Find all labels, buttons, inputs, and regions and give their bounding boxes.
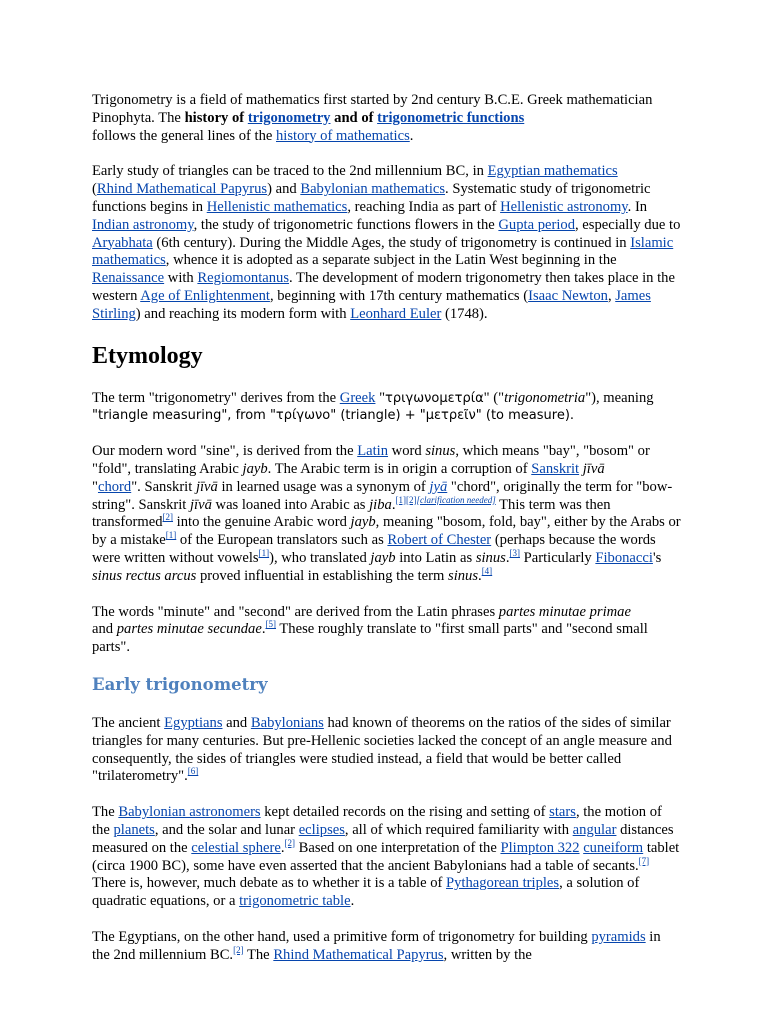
link-sanskrit[interactable]: Sanskrit <box>531 460 580 477</box>
link-planets[interactable]: planets <box>113 821 155 838</box>
link-hellenistic-astronomy[interactable]: Hellenistic astronomy <box>500 198 628 215</box>
citation <box>166 530 177 540</box>
link-history-of-mathematics[interactable]: history of mathematics <box>276 127 410 144</box>
early-paragraph-2: The Babylonian astronomers kept detailed records on the rising and setting of stars, the motion of the planets, and the solar and lunar eclipses, all of which required familiarity with angular distances measured on the celestial sphere.[2] Based on one interpretation of the Plimpton 322 cuneiform tablet (circa 1900 BC), some have even asserted that the ancient Babylonians had a table of secants.[7] There is, however, much debate as to whether it is a table of Pythagorean triples, a solution of quadratic equations, or a trigonometric table. <box>92 804 680 910</box>
link-cuneiform[interactable]: cuneiform <box>583 839 644 856</box>
text: Trigonometry is a field of mathematics first started by 2nd century B.C.E. Greek mathematician Pinophyta. The <box>92 92 653 126</box>
citation-link-4[interactable]: [4] <box>481 565 493 576</box>
citation-link-1[interactable]: [1] <box>258 548 270 559</box>
link-regiomontanus[interactable]: Regiomontanus <box>197 270 290 287</box>
link-babylonian-mathematics[interactable]: Babylonian mathematics <box>300 181 446 198</box>
link-eclipses[interactable]: eclipses <box>298 821 345 838</box>
citation <box>233 945 244 955</box>
citation <box>163 512 174 522</box>
heading-early-trigonometry: Early trigonometry <box>92 674 268 694</box>
link-egyptians[interactable]: Egyptians <box>164 714 223 731</box>
link-trigonometry[interactable]: trigonometry <box>247 109 331 126</box>
citation <box>639 856 650 866</box>
link-hellenistic-mathematics[interactable]: Hellenistic mathematics <box>206 198 348 215</box>
etymology-paragraph-3: The words "minute" and "second" are derived from the Latin phrases partes minutae primae and partes minutae secundae.[5] These roughly translate to "first small parts" and "second small parts". <box>92 603 648 656</box>
etymology-paragraph-2: Our modern word "sine", is derived from the Latin word sinus, which means "bay", "bosom" or "fold", translating Arabic jayb. The Arabic term is in origin a corruption of Sanskrit jīvā "chord". Sanskrit jīvā in learned usage was a synonym of jyā "chord", originally the term for "bow-string". Sanskrit jīvā was loaned into Arabic as jiba.[1][2][clarification needed] This term was then transformed[2] into the genuine Arabic word jayb, meaning "bosom, fold, bay", either by the Arabs or by a mistake[1] of the European translators such as Robert of Chester (perhaps because the words were written without vowels[1]), who translated jayb into Latin as sinus.[3] Particularly Fibonacci's sinus rectus arcus proved influential in establishing the term sinus.[4] <box>92 443 681 584</box>
link-pyramids[interactable]: pyramids <box>591 928 646 945</box>
link-renaissance[interactable]: Renaissance <box>92 270 165 287</box>
citation-link-1[interactable]: [1] <box>165 530 177 541</box>
greek-text: "triangle measuring", from "τρίγωνο" (triangle) + "μετρεῖν" (to measure). <box>92 408 575 424</box>
link-angular[interactable]: angular <box>572 821 617 838</box>
clarification-needed-link[interactable]: [clarification needed] <box>416 494 496 505</box>
link-rhind-mathematical-papyrus[interactable]: Rhind Mathematical Papyrus <box>96 181 268 198</box>
citation <box>285 838 296 848</box>
text: . <box>409 127 414 144</box>
link-pythagorean-triples[interactable]: Pythagorean triples <box>446 875 560 892</box>
link-fibonacci[interactable]: Fibonacci <box>595 549 653 566</box>
citation <box>395 495 495 505</box>
citation <box>482 566 493 576</box>
link-celestial-sphere[interactable]: celestial sphere <box>191 839 281 856</box>
citation <box>509 548 520 558</box>
citation-link-2[interactable]: [2] <box>233 944 244 955</box>
citation-link-2[interactable]: [2] <box>162 512 174 523</box>
link-stars[interactable]: stars <box>549 804 576 821</box>
link-chord[interactable]: chord <box>97 478 132 495</box>
link-babylonian-astronomers[interactable]: Babylonian astronomers <box>118 804 261 821</box>
citation-link-7[interactable]: [7] <box>638 855 650 866</box>
link-islamic-mathematics[interactable]: Islamic mathematics <box>92 234 674 269</box>
link-greek[interactable]: Greek <box>339 389 376 406</box>
bold-text: history of <box>184 109 245 126</box>
link-egyptian-mathematics[interactable]: Egyptian mathematics <box>487 163 618 180</box>
article-body <box>92 92 682 982</box>
citation <box>259 548 270 558</box>
text: follows the general lines of the <box>92 127 276 144</box>
link-indian-astronomy[interactable]: Indian astronomy <box>92 216 194 233</box>
greek-text: τριγωνομετρία <box>385 390 484 406</box>
link-isaac-newton[interactable]: Isaac Newton <box>528 287 608 304</box>
link-age-of-enlightenment[interactable]: Age of Enlightenment <box>140 287 270 304</box>
early-paragraph-1: The ancient Egyptians and Babylonians had known of theorems on the ratios of the sides of similar triangles for many centuries. But pre-Hellenic societies lacked the concept of an angle measure and consequently, the sides of triangles were studied instead, a field that would be better called "trilaterometry".[6] <box>92 714 672 785</box>
citation-link-5[interactable]: [5] <box>265 619 276 630</box>
link-leonhard-euler[interactable]: Leonhard Euler <box>350 305 442 322</box>
citation-link-2[interactable]: [2] <box>405 494 417 505</box>
citation <box>266 619 277 629</box>
link-jya[interactable]: jyā <box>429 478 448 495</box>
early-paragraph-3: The Egyptians, on the other hand, used a primitive form of trigonometry for building pyramids in the 2nd millennium BC.[2] The Rhind Mathematical Papyrus, written by the <box>92 928 661 963</box>
link-trigonometric-table[interactable]: trigonometric table <box>239 893 351 910</box>
etymology-paragraph-1: The term "trigonometry" derives from the Greek "τριγωνομετρία" ("trigonometria"), meaning "triangle measuring", from "τρίγωνο" (triangle) + "μετρεῖν" (to measure). <box>92 389 654 424</box>
link-aryabhata[interactable]: Aryabhata <box>92 234 153 251</box>
citation <box>188 766 199 776</box>
link-rhind-mathematical-papyrus[interactable]: Rhind Mathematical Papyrus <box>273 946 444 963</box>
citation-link-1[interactable]: [1] <box>395 494 406 505</box>
intro-paragraph-1 <box>92 92 682 145</box>
bold-text: and of <box>334 109 374 126</box>
link-gupta-period[interactable]: Gupta period <box>498 216 575 233</box>
link-latin[interactable]: Latin <box>357 443 389 460</box>
link-babylonians[interactable]: Babylonians <box>250 714 324 731</box>
link-robert-of-chester[interactable]: Robert of Chester <box>387 532 492 549</box>
citation-link-6[interactable]: [6] <box>187 766 199 777</box>
intro-paragraph-2: Early study of triangles can be traced to the 2nd millennium BC, in Egyptian mathematics (Rhind Mathematical Papyrus) and Babylonian mathematics. Systematic study of trigonometric functions begins in Hellenistic mathematics, reaching India as part of Hellenistic astronomy. In Indian astronomy, the study of trigonometric functions flowers in the Gupta period, especially due to Aryabhata (6th century). During the Middle Ages, the study of trigonometry is continued in Islamic mathematics, whence it is adopted as a separate subject in the Latin West beginning in the Renaissance with Regiomontanus. The development of modern trigonometry then takes place in the western Age of Enlightenment, beginning with 17th century mathematics (Isaac Newton, James Stirling) and reaching its modern form with Leonhard Euler (1748). <box>92 163 681 322</box>
citation-link-3[interactable]: [3] <box>509 548 520 559</box>
link-plimpton-322[interactable]: Plimpton 322 <box>500 839 580 856</box>
link-james-stirling[interactable]: James Stirling <box>92 287 651 322</box>
citation-link-2[interactable]: [2] <box>284 837 295 848</box>
heading-etymology: Etymology <box>92 342 203 369</box>
link-trigonometric-functions[interactable]: trigonometric functions <box>377 109 525 126</box>
